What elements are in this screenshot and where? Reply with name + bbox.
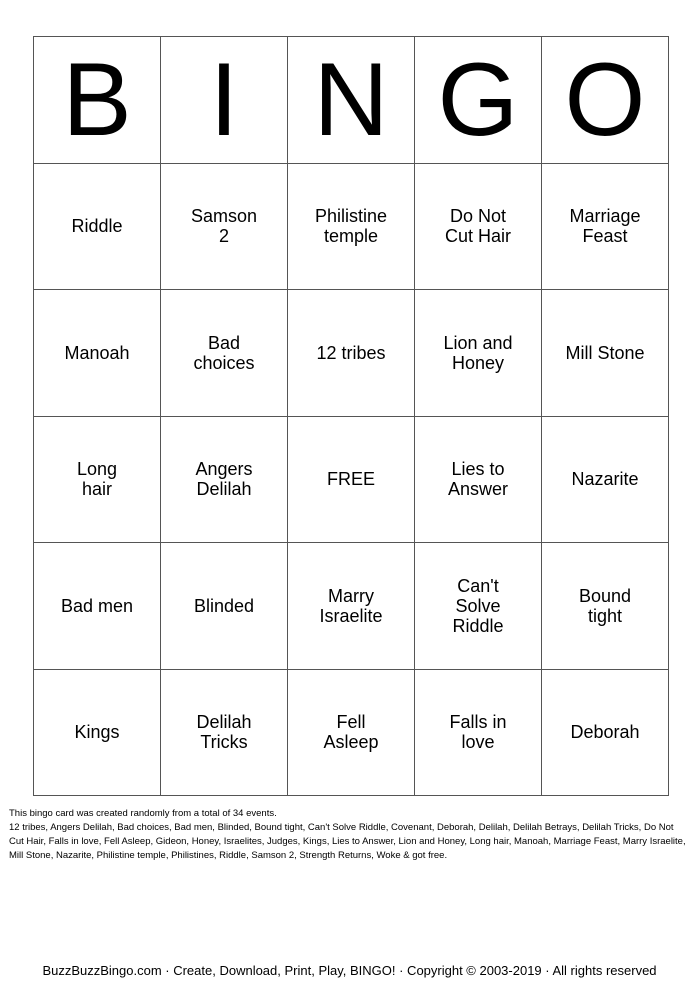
- card-row: [34, 416, 669, 543]
- card-cell: Can't Solve Riddle: [415, 543, 542, 670]
- card-cell: Marry Israelite: [288, 543, 415, 670]
- card-cell: Bad choices: [161, 290, 288, 417]
- card-cell: Manoah: [34, 290, 161, 417]
- card-cell: Delilah Tricks: [161, 669, 288, 796]
- card-cell: Fell Asleep: [288, 669, 415, 796]
- free-cell: FREE: [288, 416, 415, 543]
- header-letter: G: [415, 37, 542, 164]
- card-row: [34, 290, 669, 417]
- card-cell: Falls in love: [415, 669, 542, 796]
- header-letter: B: [34, 37, 161, 164]
- card-row: [34, 669, 669, 796]
- card-cell: Deborah: [542, 669, 669, 796]
- header-letter: I: [161, 37, 288, 164]
- header-letter: N: [288, 37, 415, 164]
- card-cell: Blinded: [161, 543, 288, 670]
- footer-copyright: BuzzBuzzBingo.com · Create, Download, Print, Play, BINGO! · Copyright © 2003-2019 · All rights reserved: [42, 963, 657, 978]
- card-row: [34, 543, 669, 670]
- card-cell: Samson 2: [161, 163, 288, 290]
- card-cell: Mill Stone: [542, 290, 669, 417]
- card-row: [34, 163, 669, 290]
- card-cell: 12 tribes: [288, 290, 415, 417]
- info-events-list: 12 tribes, Angers Delilah, Bad choices, Bad men, Blinded, Bound tight, Can't Solve Riddle, Covenant, Deborah, Delilah, Delilah Betrays, Delilah Tricks, Do Not Cut Hair, Falls in love, Fell Asleep, Gideon, Honey, Israelites, Judges, Kings, Lies to Answer, Lion and Honey, Long hair, Manoah, Marriage Feast, Marry Israelite, Mill Stone, Nazarite, Philistine temple, Philistines, Riddle, Samson 2, Strength Returns, Woke & got free.: [9, 822, 686, 861]
- card-cell: Riddle: [34, 163, 161, 290]
- info-summary: This bingo card was created randomly from a total of 34 events.: [9, 808, 277, 819]
- card-cell: Angers Delilah: [161, 416, 288, 543]
- bingo-card: [33, 36, 669, 796]
- card-cell: Bad men: [34, 543, 161, 670]
- card-cell: Lies to Answer: [415, 416, 542, 543]
- card-cell: Long hair: [34, 416, 161, 543]
- card-cell: Marriage Feast: [542, 163, 669, 290]
- header-row: [34, 37, 669, 164]
- card-cell: Philistine temple: [288, 163, 415, 290]
- card-cell: Do Not Cut Hair: [415, 163, 542, 290]
- card-cell: Nazarite: [542, 416, 669, 543]
- card-cell: Lion and Honey: [415, 290, 542, 417]
- card-cell: Kings: [34, 669, 161, 796]
- card-cell: Bound tight: [542, 543, 669, 670]
- header-letter: O: [542, 37, 669, 164]
- card-info: [9, 807, 689, 863]
